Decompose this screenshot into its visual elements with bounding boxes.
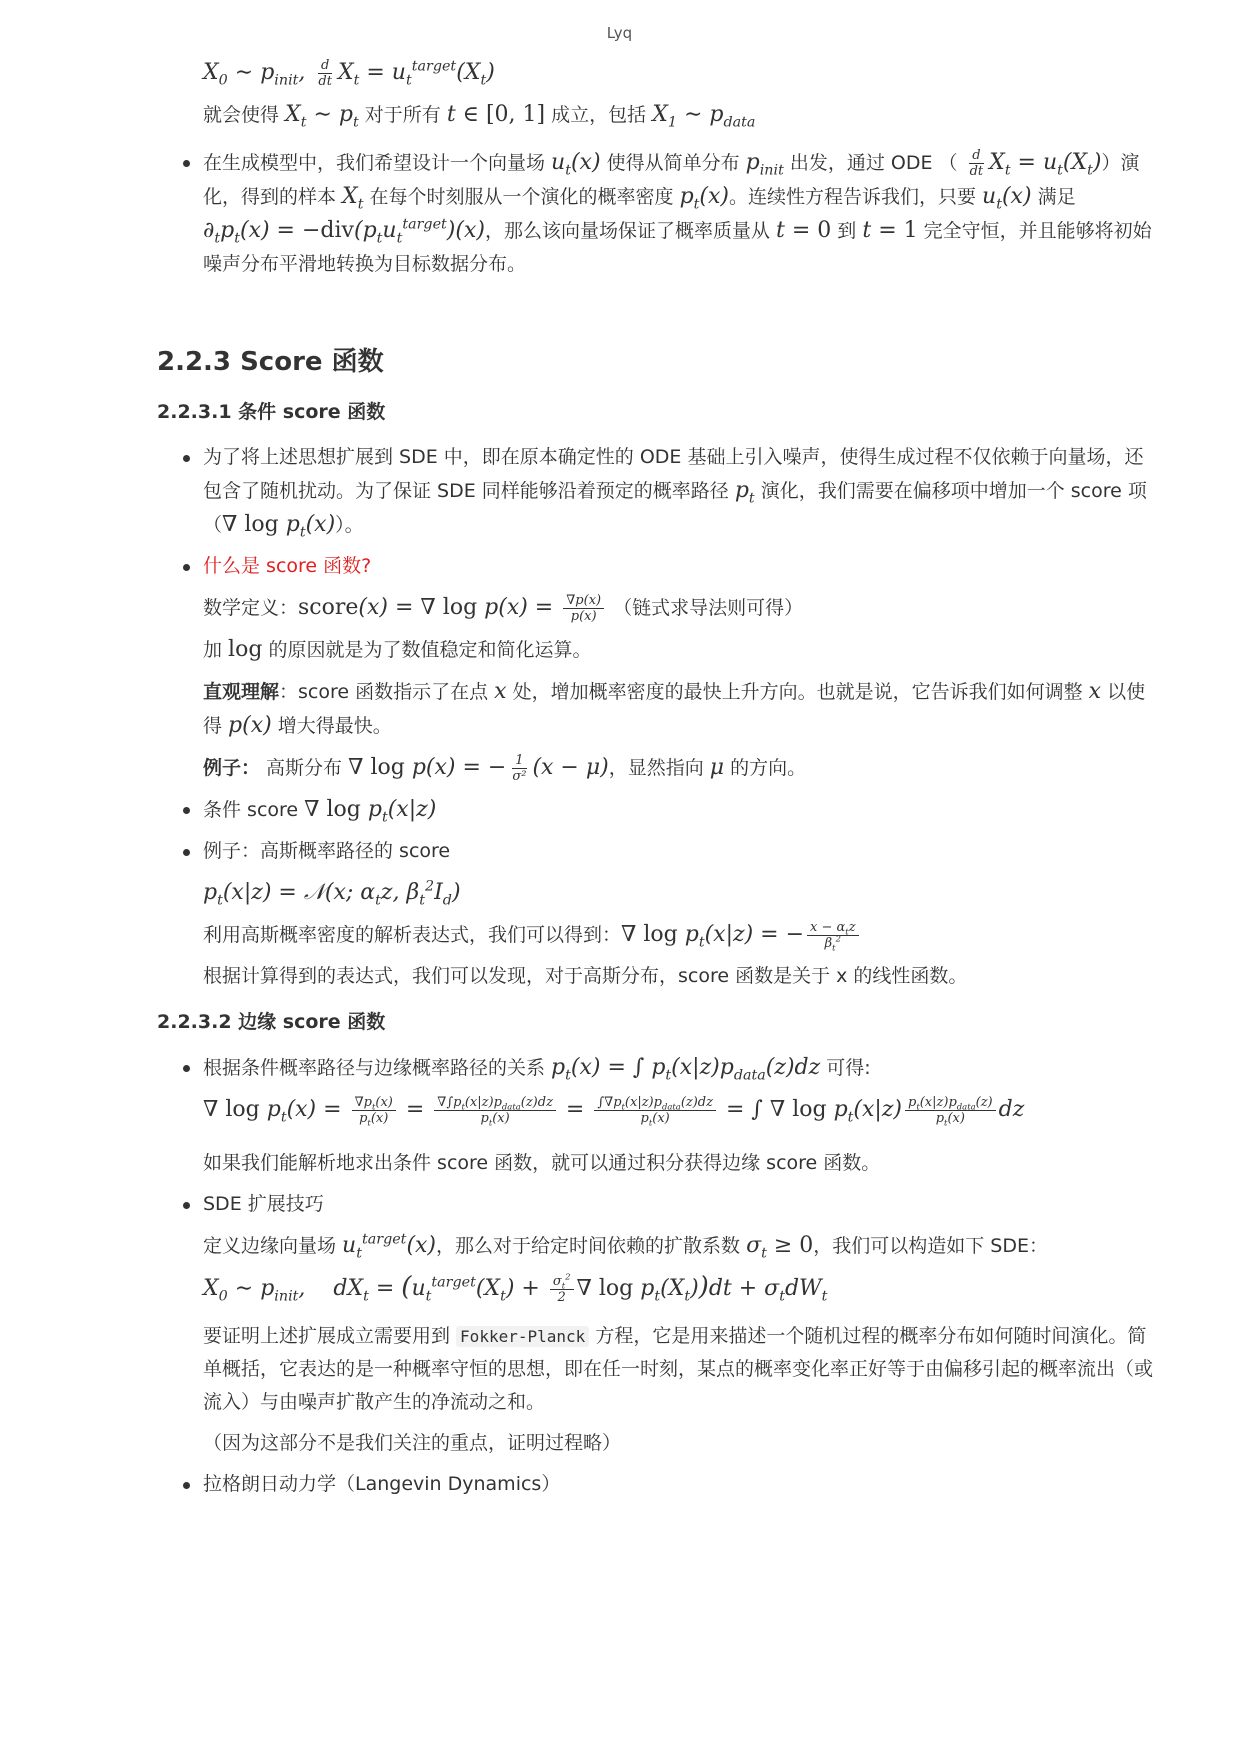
log-reason: 加 log 的原因就是为了数值稳定和简化运算。 [203,637,592,662]
section-title: 2.2.3 Score 函数 [157,347,384,377]
list-item-conditional-score: 条件 score ∇ $\log p_t(x|z)$ [203,793,1157,827]
fp-post-text: 方程，它是用来描述一个随机过程的概率分布如何随时间演化。简单概括，它表达的是一种概率守恒的思想，即在任一时刻，某点的概率变化率正好等于由偏移引起的概率流出（或流入）与由噪声扩散产生的净流动之和。 [203,1325,1154,1413]
document-content [157,56,1157,1509]
gaussian-path-formula: $p_t(x|z)$ = 𝒩(x; $\alpha_tz$, $\beta_t^2I_d$) [203,878,461,909]
sde-equation: $X_0$ ∼ $p_{init}$, $dX_t = (u_t^{target}(X_t)$ + $\frac{\sigma_t^2}{2}$ ∇ $\log p_t(X_t))dt + \sigma_tdW_t$ [203,1271,828,1305]
subsection-title-marginal: 2.2.3.2 边缘 score 函数 [157,1011,386,1033]
marginal-conclusion: 如果我们能解析地求出条件 score 函数，就可以通过积分获得边缘 score 函数。 [203,1152,881,1174]
analytic-score: 利用高斯概率密度的解析表达式，我们可以得到：∇ $\log p_t(x|z)$ = − $\frac{x - \alpha_tz}{\beta_t^2}$ [203,918,1157,952]
proof-note: （因为这部分不是我们关注的重点，证明过程略） [203,1432,622,1454]
sde-definition: 定义边缘向量场 $u_t^{target}(x)$，那么对于给定时间依赖的扩散系数 $\sigma_t \ge 0$，我们可以构造如下 SDE： [203,1231,1049,1262]
example-paragraph: 例子： 高斯分布 ∇ log p(x) = − $\frac{1}{\text{σ²}}$ (x − μ)，显然指向 μ 的方向。 [203,752,807,784]
question-text: 什么是 score 函数? [203,555,372,577]
formula-line: $X_0$ ∼ $p_{init}$, $\frac{d}{dt}$ $X_t = u_t^{target}(X_t)$ [203,57,495,89]
formula-explanation: 就会使得 $X_t$ ∼ $p_t$ 对于所有 t ∈ [0, 1] 成立，包括 $X_1$ ∼ $p_{data}$ [203,102,756,131]
score-definition: 数学定义：score(x) = ∇ log p(x) = $\frac{\nabla p(x)}{p(x)}$ （链式求导法则可得） [203,592,804,624]
list-item-sde-trick [203,1188,1157,1221]
fokker-planck-code: Fokker-Planck [456,1326,589,1347]
fokker-planck-paragraph [203,1320,1157,1419]
intuition-paragraph: 直观理解：score 函数指示了在点 x 处，增加概率密度的最快上升方向。也就是说，它告诉我们如何调整 x 以使得 p(x) 增大得最快。 [203,679,1146,738]
sde-trick-label: SDE 扩展技巧 [203,1193,324,1215]
page-header-author: Lyq [606,24,633,42]
linear-conclusion: 根据计算得到的表达式，我们可以发现，对于高斯分布，score 函数是关于 x 的线性函数。 [203,965,968,987]
fp-pre-text: 要证明上述扩展成立需要用到 [203,1325,457,1347]
list-item-what-is-score [203,550,1157,583]
list-item-langevin [203,1468,1157,1501]
marginal-score-equation: ∇ $\log p_t(x)$ = $\frac{\nabla p_t(x)}{p_t(x)}$ = $\frac{\nabla\int p_t(x|z)p_{data}(z)dz}{p_t(x)}$ = $\frac{\int\nabla p_t(x|z)p_{data}(z)dz}{p_t(x)}$ = ∫ ∇ $\log p_t(x|z)$ $\frac{p_t(x|z)p_{data}(z)}{p_t(x)}$ dz [203,1094,1025,1128]
list-item-generative-model: 在生成模型中，我们希望设计一个向量场 $u_t(x)$ 使得从简单分布 $p_{init}$ 出发，通过 ODE （ $\frac{d}{dt}$ $X_t = u_t(X_t)$）演化，得到的样本 $X_t$ 在每个时刻服从一个演化的概率密度 $p_t(x)$。连续性方程告诉我们，只要 $u_t(x)$ 满足 $\partial_tp_t(x) = -div(p_tu_t^{target})(x)$，那么该向量场保证了概率质量从 t = 0 到 t = 1 完全守恒，并且能够将初始噪声分布平滑地转换为目标数据分布。 [203,146,1157,281]
list-item-sde-extension: 为了将上述思想扩展到 SDE 中，即在原本确定性的 ODE 基础上引入噪声，使得生成过程不仅依赖于向量场，还包含了随机扰动。为了保证 SDE 同样能够沿着预定的概率路径 $p_t$ 演化，我们需要在偏移项中增加一个 score 项（∇ $\log p_t(x)$）。 [203,441,1157,542]
gaussian-example-label: 例子：高斯概率路径的 score [203,840,451,862]
example-label: 例子： [203,757,261,779]
list-item-gaussian-example [203,835,1157,868]
subsection-title-conditional: 2.2.3.1 条件 score 函数 [157,401,386,423]
intuition-label: 直观理解 [203,681,280,703]
list-item-marginal-relation: 根据条件概率路径与边缘概率路径的关系 $p_t(x)$ = ∫ $p_t(x|z)p_{data}(z)dz$ 可得: [203,1051,1157,1085]
langevin-label: 拉格朗日动力学（Langevin Dynamics） [203,1473,561,1495]
